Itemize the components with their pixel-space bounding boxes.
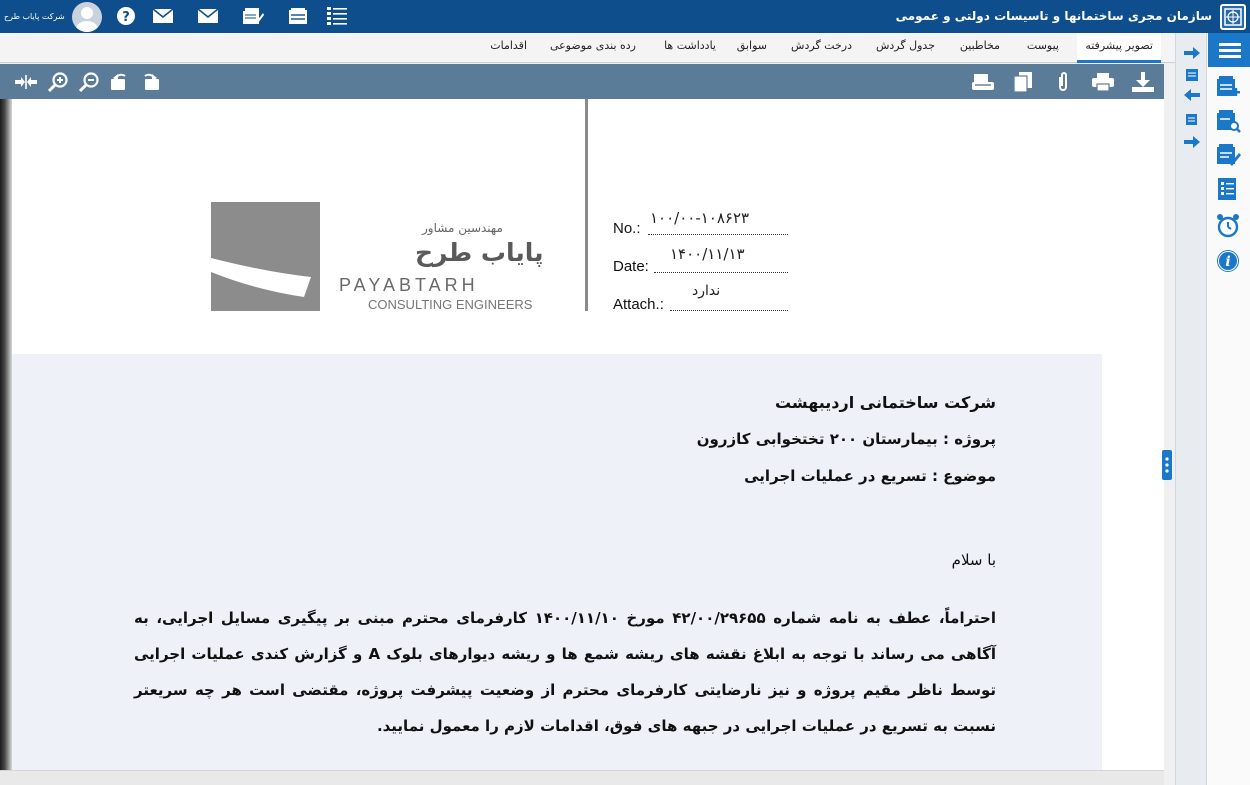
send-arrow-icon[interactable]: [1183, 134, 1201, 150]
reply-arrow-icon[interactable]: [1183, 87, 1201, 103]
inbox-mail-icon[interactable]: [152, 6, 174, 26]
header-divider-line: [585, 99, 588, 311]
org-logo-icon[interactable]: [1220, 4, 1246, 30]
letter-greeting: با سلام: [951, 551, 996, 569]
fit-width-icon[interactable]: [15, 71, 37, 93]
compose-note-icon[interactable]: [1183, 111, 1201, 127]
letter-number-dots: [648, 234, 788, 235]
refer-document-icon[interactable]: [1183, 67, 1201, 83]
letter-subject: موضوع : تسریع در عملیات اجرایی: [744, 467, 996, 485]
letter-number-value: ۱۰۰/۰۰-۱۰۸۶۲۳: [650, 209, 750, 227]
task-list-icon[interactable]: [326, 6, 348, 26]
document-list-icon[interactable]: [1214, 175, 1242, 203]
letter-recipient: شرکت ساختمانی اردیبهشت: [774, 393, 996, 412]
logo-subtitle-fa: مهندسین مشاور: [422, 221, 503, 235]
forward-arrow-icon[interactable]: [1183, 45, 1201, 61]
scan-edge-shadow: [0, 99, 12, 770]
letter-attach-label: Attach.:: [613, 296, 664, 313]
logo-name-fa: پایاب طرح: [415, 238, 544, 267]
help-icon[interactable]: [115, 6, 137, 26]
horizontal-scrollbar[interactable]: [0, 770, 1164, 785]
edit-letter-icon[interactable]: [1214, 141, 1242, 169]
letter-attach-dots: [670, 310, 788, 311]
right-sidebar: [1206, 33, 1250, 785]
logo-name-en: PAYABTARH: [339, 275, 479, 295]
copy-pages-icon[interactable]: [1012, 71, 1034, 93]
letter-project: پروژه : بیمارستان ۲۰۰ تختخوابی کازرون: [696, 430, 996, 448]
viewer-toolbar: [0, 64, 1164, 99]
user-name[interactable]: شرکت پایاب طرح: [4, 12, 65, 21]
rotate-left-icon[interactable]: [108, 71, 130, 93]
zoom-out-icon[interactable]: [78, 71, 100, 93]
drafts-icon[interactable]: [287, 6, 309, 26]
search-letter-icon[interactable]: [1214, 107, 1242, 135]
document-viewer[interactable]: [0, 99, 1164, 770]
hamburger-menu-icon[interactable]: [1208, 33, 1250, 67]
rotate-right-icon[interactable]: [140, 71, 162, 93]
compose-letter-icon[interactable]: [242, 6, 264, 26]
tab-advanced-image[interactable]: تصویر پیشرفته: [1077, 33, 1161, 63]
tab-flow-table[interactable]: جدول گردش: [875, 39, 935, 52]
tab-bar: [0, 33, 1175, 63]
reminder-alarm-icon[interactable]: [1214, 211, 1242, 239]
print-icon[interactable]: [1092, 71, 1114, 93]
info-icon[interactable]: [1214, 247, 1242, 275]
action-strip: [1175, 33, 1206, 785]
company-logo-mark: [211, 202, 320, 311]
top-bar: [0, 0, 1250, 33]
tab-actions[interactable]: اقدامات: [490, 39, 527, 52]
tab-history[interactable]: سوابق: [736, 39, 767, 52]
download-icon[interactable]: [1132, 71, 1154, 93]
letter-date-dots: [654, 272, 788, 273]
avatar[interactable]: [72, 2, 102, 32]
outbox-mail-icon[interactable]: [197, 6, 219, 26]
scan-document-icon[interactable]: [972, 71, 994, 93]
logo-subtitle-en: CONSULTING ENGINEERS: [368, 297, 533, 312]
letter-attach-value: ندارد: [692, 283, 721, 299]
tab-recipients[interactable]: مخاطبین: [959, 39, 1000, 52]
org-title: سازمان مجری ساختمانها و تاسیسات دولتی و عمومی: [895, 9, 1212, 23]
new-letter-icon[interactable]: [1214, 73, 1242, 101]
svg-text:?: ?: [122, 10, 130, 25]
letter-number-label: No.:: [613, 220, 641, 237]
panel-splitter-handle[interactable]: [1162, 450, 1172, 480]
zoom-in-icon[interactable]: [47, 71, 69, 93]
tab-attachment[interactable]: پیوست: [1026, 39, 1059, 52]
letter-body-text: احتراماً، عطف به نامه شماره ۴۲/۰۰/۲۹۶۵۵ مورخ ۱۴۰۰/۱۱/۱۰ کارفرمای محترم مبنی بر پیگیری مسایل اجرایی، به آگاهی می رساند با توجه به ابلاغ نقشه های ریشه شمع ها و ریشه دیوارهای بلوک A و گزارش کندی عملیات اجرایی توسط ناظر مقیم پروژه و نیز نارضایتی کارفرمای محترم از وضعیت پیشرفت پروژه، مقتضی است هر چه سریعتر نسبت به تسریع در عملیات اجرایی در جبهه های فوق، اقدامات لازم را معمول نمایید.: [134, 609, 996, 735]
tab-notes[interactable]: یادداشت ها: [664, 39, 716, 52]
svg-text:i: i: [1225, 254, 1231, 270]
tab-flow-tree[interactable]: درخت گردش: [791, 39, 852, 52]
tab-subject-classification[interactable]: رده بندی موضوعی: [549, 39, 636, 52]
letter-date-label: Date:: [613, 258, 649, 275]
letter-date-value: ۱۴۰۰/۱۱/۱۳: [670, 245, 745, 263]
attachment-paperclip-icon[interactable]: [1052, 71, 1074, 93]
